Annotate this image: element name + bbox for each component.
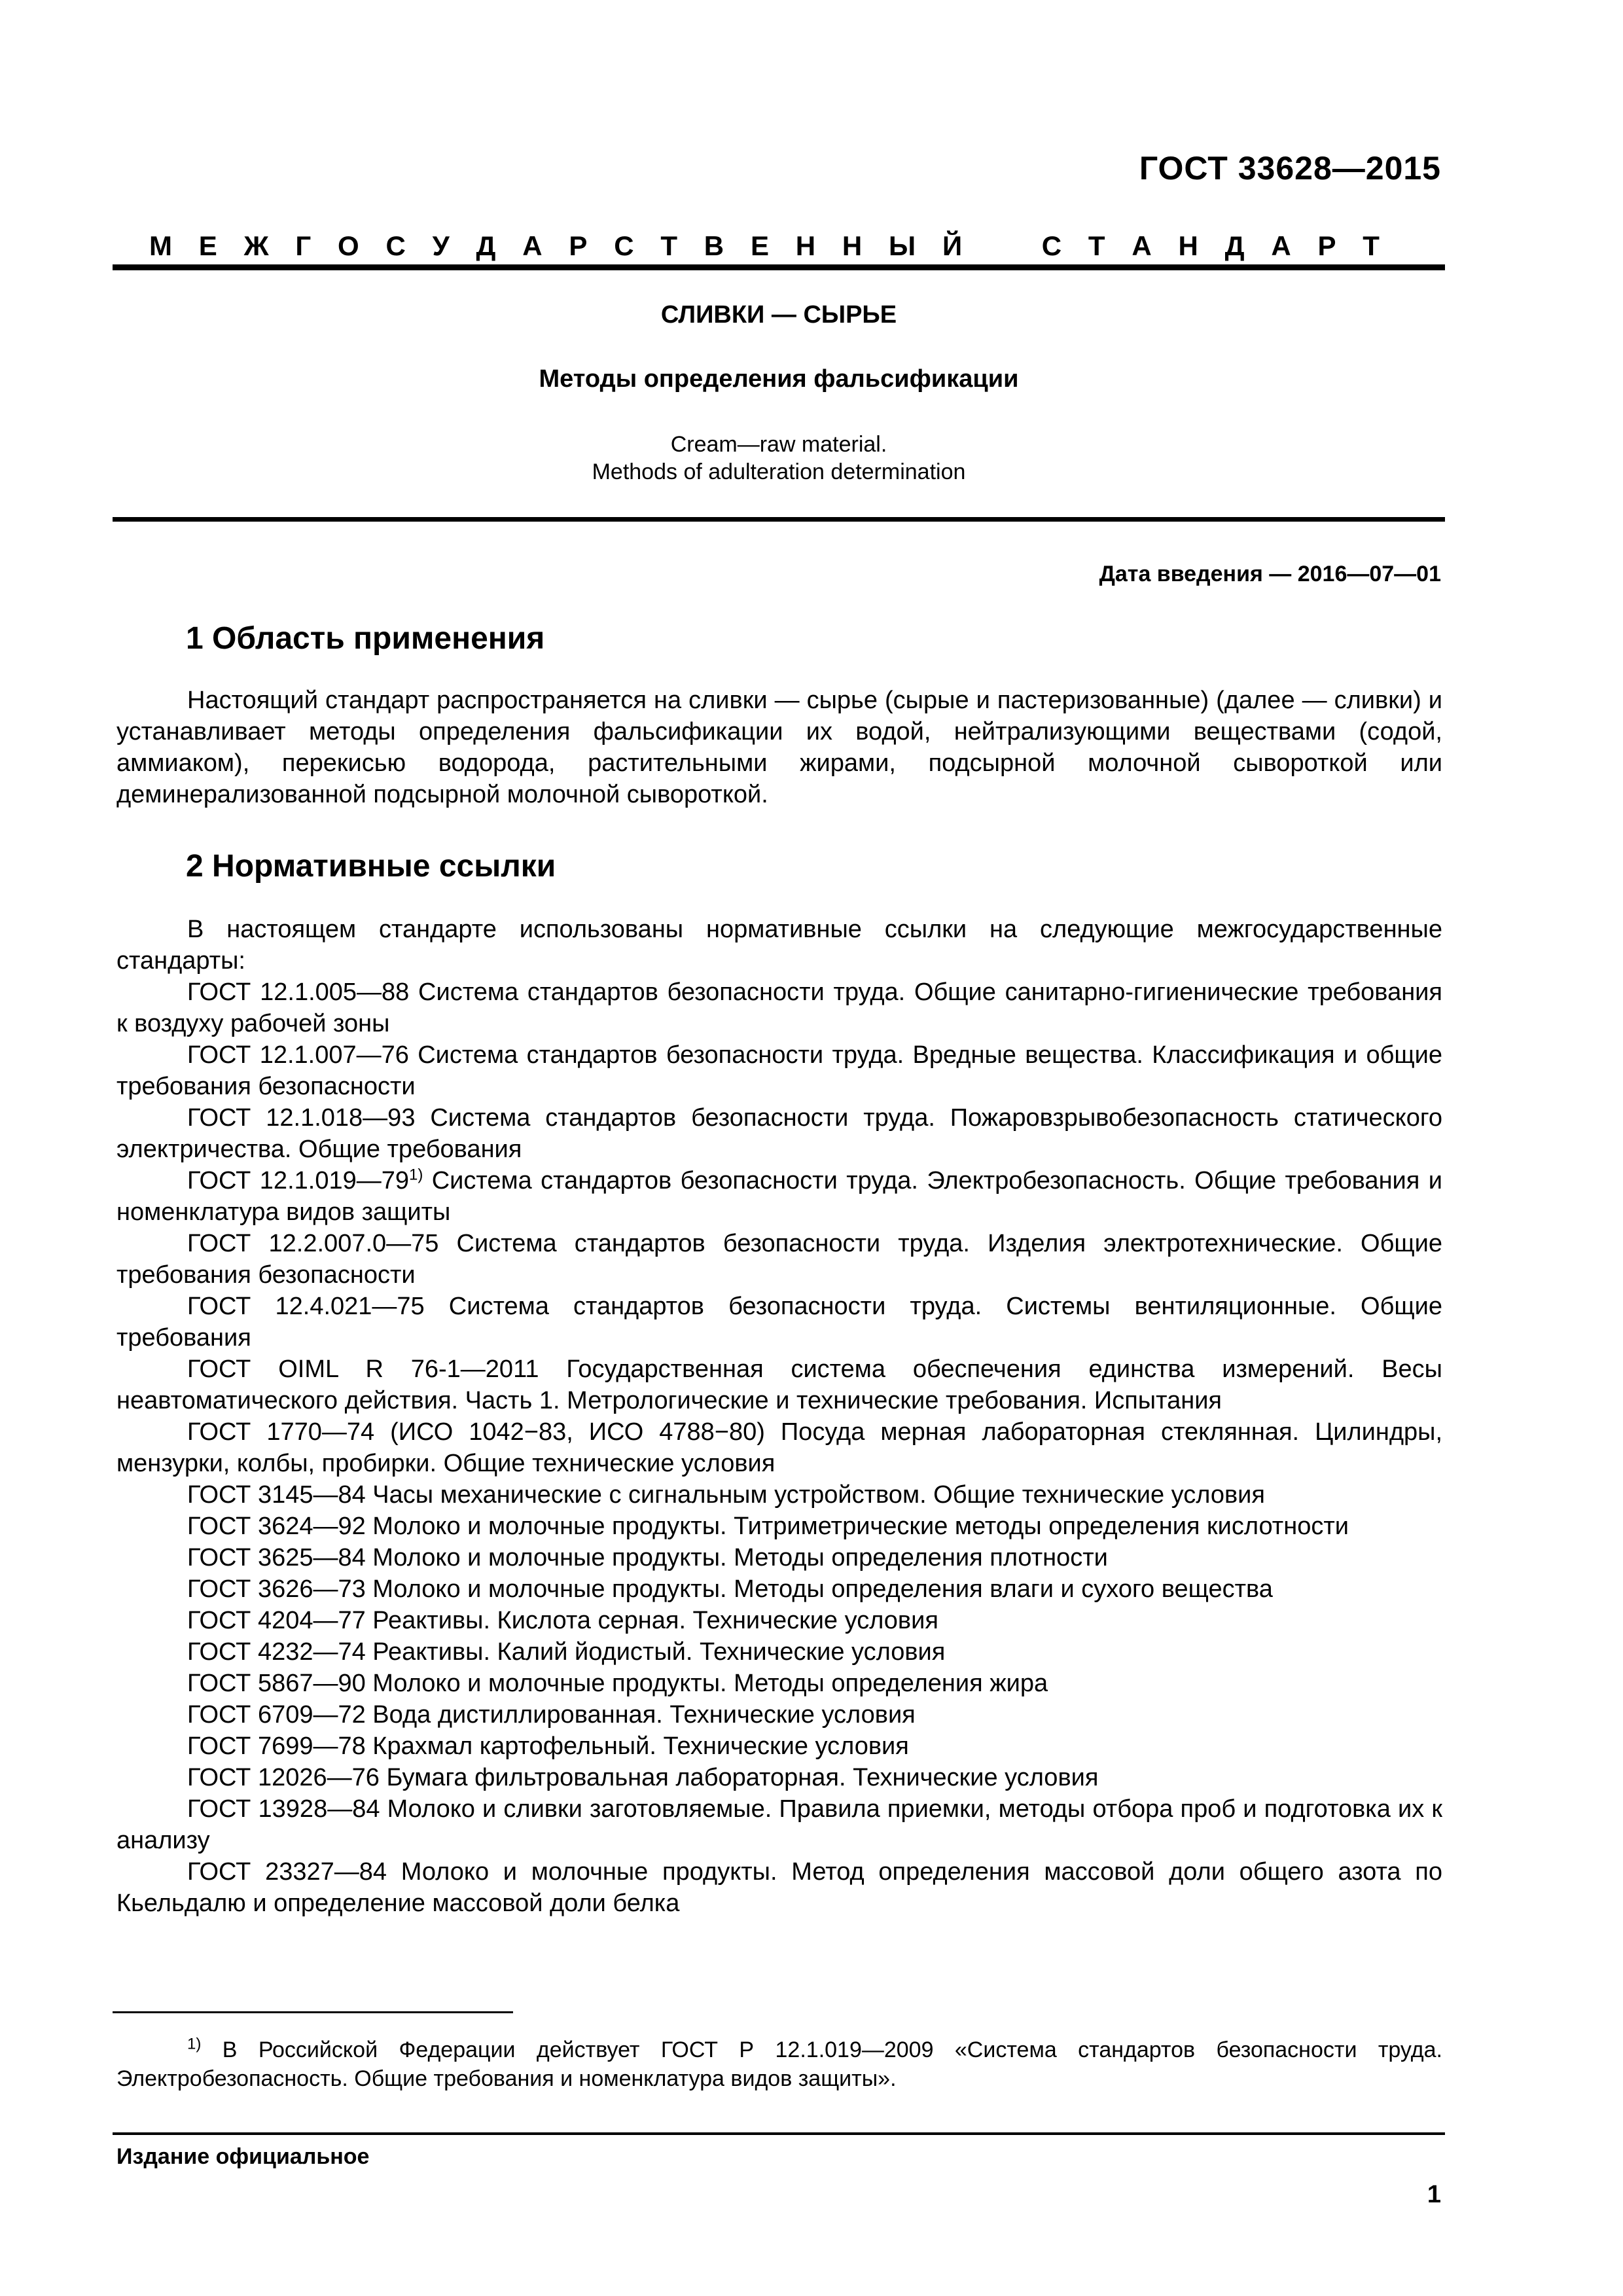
heading-letter: Р <box>1317 230 1336 261</box>
heading-letter: Д <box>1224 230 1245 261</box>
reference-text: ГОСТ 12.1.018—93 Система стандартов безопасности труда. Пожаровзрывобезопасность статического электричества. Общие требования <box>116 1104 1442 1163</box>
footnote-text: В Российской Федерации действует ГОСТ Р 12.1.019—2009 «Система стандартов безопасности труда. Электробезопасность. Общие требования и номенклатура видов защиты». <box>116 2037 1442 2091</box>
footnote-marker: 1) <box>187 2035 202 2053</box>
reference-entry <box>116 1479 1442 1511</box>
reference-text: ГОСТ 3624—92 Молоко и молочные продукты. Титриметрические методы определения кислотности <box>187 1513 1349 1540</box>
standard-type-heading <box>149 230 1380 262</box>
heading-letter: Н <box>795 230 816 261</box>
reference-text: ГОСТ 12.4.021—75 Система стандартов безопасности труда. Системы вентиляционные. Общие требования <box>116 1293 1442 1352</box>
heading-letter: Т <box>660 230 677 261</box>
letter-gap <box>989 230 1015 262</box>
heading-letter: А <box>1132 230 1152 261</box>
reference-text: ГОСТ 4232—74 Реактивы. Калий йодистый. Технические условия <box>187 1638 946 1666</box>
title-rule <box>113 517 1445 522</box>
reference-entry <box>116 1793 1442 1856</box>
references-list <box>116 914 1442 1919</box>
reference-text: ГОСТ 5867—90 Молоко и молочные продукты. Методы определения жира <box>187 1670 1048 1697</box>
reference-entry <box>116 1416 1442 1479</box>
reference-entry <box>116 1605 1442 1636</box>
references-intro: В настоящем стандарте использованы нормативные ссылки на следующие межгосударственные стандарты: <box>116 916 1442 975</box>
reference-entry <box>116 1228 1442 1291</box>
reference-entry <box>116 1511 1442 1542</box>
reference-text: ГОСТ 3145—84 Часы механические с сигнальным устройством. Общие технические условия <box>187 1481 1265 1509</box>
reference-text: ГОСТ 12.2.007.0—75 Система стандартов безопасности труда. Изделия электротехнические. Общие требования безопасности <box>116 1230 1442 1289</box>
heading-letter: Т <box>1088 230 1105 261</box>
heading-letter: Н <box>1178 230 1198 261</box>
heading-letter: У <box>432 230 450 261</box>
footer-rule <box>113 2132 1445 2135</box>
heading-letter: О <box>337 230 359 261</box>
heading-letter: С <box>614 230 634 261</box>
reference-entry <box>116 977 1442 1039</box>
reference-entry <box>116 1668 1442 1699</box>
reference-entry <box>116 1856 1442 1919</box>
reference-text: ГОСТ 12.1.005—88 Система стандартов безопасности труда. Общие санитарно-гигиенические требования к воздуху рабочей зоны <box>116 978 1442 1037</box>
heading-letter: Е <box>198 230 217 261</box>
document-subtitle: Методы определения фальсификации <box>539 365 1019 393</box>
heading-letter: Е <box>750 230 769 261</box>
reference-entry <box>116 1731 1442 1762</box>
edition-label: Издание официальное <box>116 2144 370 2169</box>
english-title-line-1: Cream—raw material. <box>670 432 887 457</box>
section-heading-references: 2 Нормативные ссылки <box>186 849 556 884</box>
footnote-reference: 1) <box>408 1166 423 1184</box>
reference-text: ГОСТ 3626—73 Молоко и молочные продукты. Методы определения влаги и сухого вещества <box>187 1575 1273 1603</box>
section-heading-scope: 1 Область применения <box>186 621 545 656</box>
reference-entry <box>116 1039 1442 1102</box>
heading-letter: Г <box>295 230 312 261</box>
page-number: 1 <box>1427 2181 1441 2208</box>
english-title-line-2: Methods of adulteration determination <box>592 459 966 484</box>
heading-letter: Д <box>476 230 496 261</box>
reference-entry <box>116 1699 1442 1731</box>
reference-text: ГОСТ 1770—74 (ИСО 1042−83, ИСО 4788−80) Посуда мерная лабораторная стеклянная. Цилиндры, мензурки, колбы, пробирки. Общие технические условия <box>116 1418 1442 1477</box>
heading-letter: Ж <box>243 230 269 261</box>
reference-text: ГОСТ OIML R 76-1—2011 Государственная система обеспечения единства измерений. Весы неавтоматического действия. Часть 1. Метрологические и технические требования. Испытания <box>116 1355 1442 1414</box>
heading-letter: А <box>1271 230 1291 261</box>
heading-letter: С <box>385 230 406 261</box>
reference-text: ГОСТ 3625—84 Молоко и молочные продукты. Методы определения плотности <box>187 1544 1108 1571</box>
heading-letter: М <box>149 230 172 261</box>
reference-entry <box>116 1542 1442 1573</box>
heading-letter: Т <box>1363 230 1380 261</box>
heading-letter: Й <box>942 230 963 261</box>
heading-letter: С <box>1041 230 1062 261</box>
reference-entry <box>116 1102 1442 1165</box>
reference-entry <box>116 1762 1442 1793</box>
heading-letter: Н <box>842 230 863 261</box>
heading-letter: А <box>522 230 543 261</box>
reference-text: ГОСТ 12026—76 Бумага фильтровальная лабораторная. Технические условия <box>187 1764 1099 1791</box>
introduction-date: Дата введения — 2016—07—01 <box>1099 562 1441 586</box>
reference-text: ГОСТ 13928—84 Молоко и сливки заготовляемые. Правила приемки, методы отбора проб и подготовка их к анализу <box>116 1795 1442 1854</box>
reference-entry <box>116 1636 1442 1668</box>
footnote <box>116 2036 1442 2093</box>
reference-text-continued: Система стандартов безопасности труда. Электробезопасность. Общие требования и номенклатура видов защиты <box>116 1167 1442 1226</box>
reference-text: ГОСТ 7699—78 Крахмал картофельный. Технические условия <box>187 1732 909 1760</box>
heading-letter: Р <box>569 230 588 261</box>
header-rule <box>113 264 1445 270</box>
reference-entry <box>116 1165 1442 1228</box>
reference-text: ГОСТ 6709—72 Вода дистиллированная. Технические условия <box>187 1701 916 1729</box>
reference-text: ГОСТ 23327—84 Молоко и молочные продукты. Метод определения массовой доли общего азота по Кьельдалю и определение массовой доли белка <box>116 1858 1442 1917</box>
reference-entry <box>116 1291 1442 1354</box>
reference-text: ГОСТ 12.1.019—79 <box>187 1167 409 1194</box>
heading-letter: Ы <box>889 230 916 261</box>
reference-text: ГОСТ 12.1.007—76 Система стандартов безопасности труда. Вредные вещества. Классификация и общие требования безопасности <box>116 1041 1442 1100</box>
reference-entry <box>116 1573 1442 1605</box>
scope-paragraph <box>116 685 1442 810</box>
heading-letter: В <box>704 230 724 261</box>
document-title: СЛИВКИ — СЫРЬЕ <box>660 301 897 329</box>
document-number: ГОСТ 33628—2015 <box>1139 150 1441 187</box>
scope-text: Настоящий стандарт распространяется на сливки — сырье (сырые и пастеризованные) (далее — сливки) и устанавливает методы определения фальсификации их водой, нейтрализующими веществами (содой, аммиаком), перекисью водорода, растительными жирами, подсырной молочной сывороткой или деминерализованной подсырной молочной сывороткой. <box>116 687 1442 808</box>
reference-text: ГОСТ 4204—77 Реактивы. Кислота серная. Технические условия <box>187 1607 938 1634</box>
footnote-separator <box>113 2011 513 2013</box>
reference-entry <box>116 1354 1442 1416</box>
